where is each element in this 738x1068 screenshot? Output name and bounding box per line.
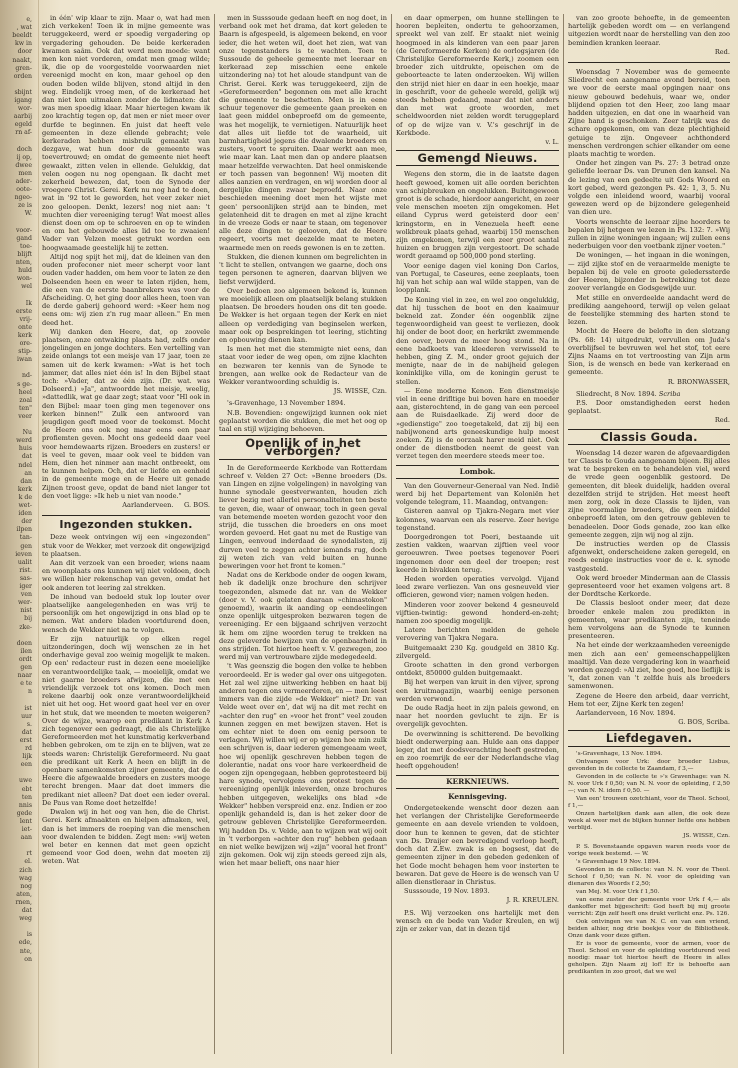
margin-fragment: beeldt [12,32,32,40]
margin-fragment: e, [26,16,32,23]
paragraph: men in Susssoude gedaan heeft en nog doet, in verband ook met het drama, dat kort geleden te Baarn is afgespeeld, is algemeen bekend, en voor ieder, die het weten wil, doet het zien, wat van onze tegenstanders is te wachten. Toen te Sussoude de geheele gemeente met leeraar en kerkeraad zep misschien eene enkele uitzondering na) tot het aloude standpunt van de Christ. Gerei. Kerk was teruggekeerd, zijn de »Gereformeerden" begonnen om met alle kracht die gemeente te beschetten. Men is in eene schuur tegenover die gemeente gaan preeken en laat geen middel onbeproefd om de gemeente, was het mogelijk, te vernietigen. Natuurlijk heet dat alles uit liefde tot de waarheid, uit barmhartigheid jegens die dwalende broeders en zusters, voort te spruiten. Daar werkt aan mee, wie maar kan. Laat men dan op andere plaatsen maar hetzelfde verwachten. Dat heel onmiskende er toch passen van begonnen! Wij moeten dit alles aanzien en verdragen, en wij worden door al dergelijke dingen zwaar beproefd. Naar onze beschieden meening doet men het wijste met geen' persoonlijken strijd aan te binden, met gelatenheid dit te dragen en met al zijne kracht in de vreeze Gods er naar te staan, om tegenover alle deze dingen te gelooven, dat de Heere regeert, voorts met deezelde maat te meten, waarmede men on reeds gewonen is en te zetten. [219,14,387,252]
margin-fragment: ilpen [16,526,32,534]
signature: G. BOS, Scriba. [678,718,730,727]
margin-fragment: egeld [14,121,32,129]
paragraph: — Eene moderne Kenon. Een dienstmeisje viel in eene drifltige bui boven hare en moeder aan, gisterochtend, in de gang van een perceel aan de Ruisdaelkade. Zij werd door de »gedienstige" zoo toegetakeld, dat zij bij een nabijwonend arts geneeskundige hulp moest zoeken. Zij is de oorzaak harer meid niet. Ook onder de dienstboden neemt de geest van verzet tegen den meerdere steeds meer toe. [396,386,559,461]
margin-fragment: erste [16,307,32,315]
paragraph: Altijd nog spijt het mij, dat de kleinen van den ouden profeconer niet meer scherpt voor lant ouden vader hadden, om hem voor te laten ze den Dolseenden heen en weer te laten rijden, hem, die een van de eerste baanbrekers was voor de Afscheiding. O, het ging door alles heen, toen van de derde gaberij gehoord werd: »Keer hem nog eens om: wij zien z'n rug maar alleen." En men deed het. [42,252,210,327]
paragraph: Heden worden operaties vervolgd. Vijand leed zware verliezen. Van ons gesneuveld vier officieren, gewond vier; namen volgen heden. [396,575,559,600]
article-body [568,449,730,718]
margin-fragment: iden [18,510,32,518]
margin-fragment: naar [17,672,32,680]
signature: v. L. [545,138,559,147]
margin-fragment: Ik [25,299,32,307]
paragraph: Woensdag 7 November was de gemeente Sliedrecht een aangename avond bereid, toen we voor de eerste maal opgingen naar ons nieuw gebouwd bedehuis, waar we, onder blijdend opzien tot den Heer, zoo lang maar hadden uitgezien, en dat one in waarheid van Zijne hand is geschonken. Zeer talrijk was de schare opgekomen, om van deze plechtigheid getuige te zijn. Ongeveer achthonderd menschen verdrongen schier elkander om eene plaats machtig te worden. [568,68,730,159]
margin-fragment: men [18,169,32,177]
article-body [568,844,730,976]
article-body [219,14,387,386]
paragraph: Er zijn natuurlijk op elken regel uitzonderingen, doch wij wenschen ze in het onderhavige geval zoo weinig mogelijk te maken. Op een' redacteur rust in dezen eene moeielijke en verantwoordelijke taak, — moeielijk, omdat we niet gaarne broeders afwijzen, die met een vriendelijk verzoek tot ons komen. Doch men rekene daarbij ook onze verantwoordelijkheid niet uit het oog. Het woord gaat heel ver en over in het stuk, dat we meenden te moeten weigeren? Over de wijze, waarop een predikant in Kerk A zich tegenover een gedraagt, die als Christelijke Gereformeerden met het kunstmatig kerkverband hebben gebroken, om te zijn en te blijven, wat ze steeds waren: Christelijk Gereformeerd. Nu gaat die predikant uit Kerk A heen en blijft in de openbare samenkomsten zijner gemeente, dat de Heere die afgewaalde broeders en zusters mooge terecht brengen. Maar dat doet immers die predikant niet alleen? Dat doet een ieder overal. De Paus van Rome doet hetzelfde! [42,634,210,807]
margin-fragment: dan [20,477,32,485]
paragraph: Is men het met die stemmigte niet eens, dan staat voor ieder de weg open, om zijne klachten en bezwaren ter kennis van de Synode te brengen, aan welke ook de Redacteur van de Wekker verantwoording schuldig is. [219,345,387,386]
signature: J. R. KREULEN. [506,896,559,905]
margin-fragment: nist [20,607,32,615]
margin-fragment: ader- [15,178,32,185]
note: N.B. Bovendien: ongewijzigd kunnen ook niet geplaatst worden die stukken, die met het oog op taal en stijl wijziging behoeven. [219,408,387,433]
section-heading: Liefdegaven. [568,730,730,746]
paragraph: De instructies werden op de Classis afgenwekt, onderscheidene zaken geregeld, en reeds eenige instructies voor de e. k. synode vastgesteld. [568,539,730,573]
margin-fragment: on [24,955,32,963]
left-margin-strip [0,0,39,1068]
margin-fragment: ieven [15,550,32,558]
margin-fragment: dat [21,453,32,461]
dateline [568,390,730,398]
margin-fragment: door [17,48,32,56]
margin-fragment: gede [16,809,32,817]
signature: JS. WISSE, Czn. [683,832,730,839]
article-body [568,68,730,377]
margin-fragment: ilen [20,647,32,655]
margin-fragment: rd [25,745,32,752]
margin-fragment: ven [20,591,32,599]
paragraph: in één' wip klaar te zijn. Maar o, wat had men zich verkeken! Toen ik in mijne gemeente was teruggekeerd, werd er spoedig vergadering op vergadering gehouden. De beide kerkeraden kwamen saâm. Ook dat werd men moede: want men kon niet vorderen, omdat men gmag wilde; ik, die op de voorgestelde voorwaarden niet vereenigd mocht en kon, maar gehoel op den ouden boden wilde blijven, stond altijd in den weg. Eindelijk vroeg men, of de kerkeraad het dan niet kon uitmaken zonder de lidmaten: dat was men spoedig klaar. Maar hiertegen kwam ik zoo krachtig tegen op, dat men er niet meer over durfde te beginnen. En juist dat heeft vele gemeenten in deze ellende gebracht; vele kerkeraden hebben misbruik gemaakt van dezgave, wat hun door de gemeente was toevertrouwd; en omdat de gemeente niet heeft gewaakt, zitten velen in ellende. Gelukkig, dat velen oogen nu nog opengaan. Ik dacht met zekerheid bewezen, dat, toen de Synode der vroegere Christ. Gerei. Kerk nu nog had te doen, wat in '92 tot le geworden, het veer zeker niet zoo geloopen. Denkt, lezers! nog niet aan: 't muchten dier vereeniging terug! Wat moest alles dienst doen om op te schroeven en op te winden en om het gebouwde alles lid toe te zwaaien! Vader van Velzen moest getrukt worden een hoogwaamade geestelijk hij te zetten. [42,14,210,252]
article-body [42,533,210,865]
margin-fragment: wet- [18,502,32,509]
article-body [396,482,559,771]
column-rule [563,14,564,1054]
margin-fragment: wor- [17,105,32,113]
sub-heading: Kennisgeving. [448,791,507,801]
paragraph: In de Gereformeerde Kerkbode van Rotterdam schreef v. Velden 27 Oct: »Benne broeders (Ds. van Lingen en zijne volgelingen) in navolging van hunne synodale geestverwanten, houden zich liever bezig met allerlei personaliteiten ten beste te geven, die, waar of onwaar, toch in geen geval van betemende moeten worden gezocht voor den strijd, die tusschen die broeders en ons moet worden gevoerd. Het gaat nu met de Rustige van Lingen, eenvoud inderdaad de synodalisten, zij durven veel te zeggen achter iemands rug, doch zij weten zich van veld buiten en hunne beweringen voor het front te komen." [219,463,387,570]
margin-fragment: bij [24,615,32,623]
margin-fragment: lent [19,817,32,825]
article-body [42,14,210,500]
margin-fragment: ist [24,704,32,712]
margin-fragment: W. [24,210,32,218]
dateline: 's-Gravenhage, 13 November 1894. [227,399,346,408]
section-heading: Classis Gouda. [568,429,730,445]
paragraph: Susssoude, 19 Nov. 1893. [404,887,490,896]
signature [42,501,210,509]
margin-fragment: tan- [19,534,32,542]
signature: JS. WISSE, Czn. [333,387,387,396]
margin-fragment: weg [19,915,32,923]
margin-fragment: ualit [17,558,32,566]
section-heading: Openlijk of in het verborgen? [219,435,387,459]
paragraph: Er is voor de gemeente, voor de armen, voor de Theol. School en voor de opleiding voortdurend veel noodig: maar tot hiertoe heeft de Heere in alles geholpen. Zijn Naam zij lof! Er is behoefte aan predikanten in zoo groot, dat we wel [568,940,730,975]
margin-fragment: kw in [15,40,32,48]
article-body [568,399,730,415]
paragraph: Stukken, die dienen kunnen om begrelichten in 't licht te stellen, ontvangen we gaarne, doch ons tegen personen te agneren, daarvan blijven we liefst verwijderd. [219,252,387,286]
margin-fragment: dwee [15,161,32,169]
article-body [396,170,559,460]
paragraph: 't Was geenszig die bogen den volke te hebben veroordeeld. Er is weder gal over ons uitgegoten. Het zal wel zijne uitwerking hebben en haat bij anderen tegen ons vermeerderen, en — men leest immers van die zijde »de Wekker" niet? Dr. van Velde weet over en', dat wij na dit met recht en »achter den rug" en »voor het front" veel zouden kunnen zeggen en met bewijzen staven. Het is om echter niet te doen om eenig persoon te verlagen. Wij willen wij er op wijzen hoe min zulk een schrijven is, daar iederen gemengeaam weet, hoe wij openlijk geschreven hebben tegen de dolerantie, nadat ons voor hare verkeerdheid de oogen zijn opengegaan, hebben geprotesteerd bij hare synode, vervolgens ons protest tegen de vereeniging openlijk inleverden, onze brochures hebben uitgegeven, wekelijks ons blad »de Wekker" hebben verspreid enz. enz. Indien er zoo openlijk gehandeld is, dan is het zeker door de getrouw gebleven Christelijke Gereformeerden. Wij hadden Ds. v. Velde, aan te wijzen wat wij ooit in 't verborgen »achter den rug" hebben gedaan en niet welke bewijzen wij »zijn" vooral het front" zijn gekomen. Ook wij zijn steeds gereed zijn als, wien het maar belieft, ons naar hier [219,662,387,868]
paragraph: P. S. Bovenstaande opgaven waren reeds voor de vorige week bestemd. — W. [568,843,730,857]
paragraph: Wegens den storm, die in de laatste dagen heeft gewoed, komen uit alle oorden berichten van schipbreuken en ongelukken. Buitengewoon groot is de schade, hierdoor aangericht, en zeer vele menschen moeten zijn omgekomen. Het eiland Cyprus werd geteisterd door een' kringstorm, en in Venezuela heeft eene wolkbreuk plaats gehad, waarbij 150 menschen zijn omgekomen, terwijl een zeer groot aantal huizen en bruggen zijn vergestoort. De schade wordt geraamd op 500,000 pond sterling. [396,170,559,261]
section-heading: Ingezonden stukken. [59,518,193,532]
paragraph: van eene zuster der gemeente voor Urk f 4,— als dankoffer met bijgeschrift: God heeft bij mij groote verricht: Zijn zelf heeft ons drukt verlicht enz. Ps. 126. [568,896,730,917]
paragraph: Na het einde der werkzaamheden vereenigde men zich aan een' gemeenschappelijken maaltijd. Van deze vergadering kon in waarheid worden gezegd: »Al ziet, hoe goed, hoe lieflijk is 't, dat zonen van 't zelfde huis als broeders samenwonen. [568,641,730,691]
margin-fragment: rnen, [15,898,32,906]
margin-fragment: ordt [18,655,32,663]
margin-fragment: sbijnt [14,88,32,96]
margin-fragment: wer- [17,599,32,607]
paragraph: Ondergeteekende wenscht door dezen aan het verlangen der Christelijke Gereformeerde gemeente en aan devele vrienden te voldoen, door hun te kennen te geven, dat de stichter van Ds. Draijer een bevredigend verloop heeft, doch dat Z.Ew. zwak is en bogsest, dat de gemeenten zijner in den gebeden gedenken of het Gode mocht behagen hem voor insterten te bewaren. Dat geve de Heere is de wensch van U allen dienstleraar in Christus. [396,804,559,886]
paragraph: Voorts wenschte de leeraar zijne hoorders te bepalen bij hetgeen we lezen in Ps. 132: 7. »Wij zullen in zijne woningen ingaan; wij zullen eens nederbuigen voor den voetbank zijner voeten." [568,217,730,251]
margin-fragment: nnis [18,801,32,809]
paragraph: Onzen hartelijken dank aan allen, die ook deze week al weer met de blijken hunner liefde ons hebben verblijd. [568,810,730,831]
article-body [219,464,387,868]
margin-fragment: lijk [22,753,32,761]
divider [42,515,210,516]
paragraph: Aan dit verzoek van een broeder, wiens naam en woonplaats ons kunnen wij niet voldoen, doch we willen hier rekenschap van geven, omdat het ook anderen tot leering zal strekken. [42,559,210,592]
divider [568,62,730,63]
margin-fragment: k de [18,493,32,501]
margin-fragment: rn af- [15,129,32,137]
paragraph: Zegene de Heere den arbeid, daar verricht, Hem tot eer, Zijne Kerk ten zegen! [568,691,730,708]
margin-fragment: iet- [21,826,32,833]
paragraph: Mocht de Heere de belofte in den slotzang (Ps. 68: 14) uitgedrukt, vervullen om Juda's overblijfsel te bevruwen wel het stof, tot eere Zijns Naams en tot vertroosting van Zijn arm Sion, is de wensch en bede van kerkeraad en gemeente. [568,327,730,377]
margin-fragment: aten, [16,890,32,898]
paragraph: van zoo groote behoefte, in de gemeenten hartelijk gebeden wordt om — en verlangend uitgezien wordt naar de herstelling van den zoo bemindien kranken leeraar. [568,14,730,47]
margin-fragment: huis [18,445,32,453]
margin-fragment: , wat [16,24,32,32]
column-4 [568,14,730,1060]
postscript: P.S. Wij verzoeken ons hartelijk met den wensch en de bede van Vader Kreulen, en wij zijn er zeker van, dat in dezen tijd [396,908,559,933]
paragraph: Deze week ontvingen wij een »ingezonden" stuk voor de Wekker, met verzoek dit ongewijzigd te plaatsen. [42,533,210,558]
margin-fragment: een [20,761,32,769]
role: Scriba [658,389,681,398]
paragraph: Gevonden in de collecte: van N. N. voor de Theol. School f 0,50; van N. N. voor de opleiding van dienaren des Woords f 2,50; [568,866,730,887]
margin-fragment: gand [16,234,32,242]
paragraph: Minderen voor zoover bekend 4 gesneuveld vijftien-twintig: gewond honderd-en-zeht; namen zoo spoedig mogelijk. [396,600,559,626]
paragraph: Ook werd broeder Minderman aan de Classis gepresenteerd voor het examen volgens art. 8 der Dordtsche Kerkorde. [568,573,730,599]
margin-fragment: iger [19,583,32,590]
signature: R. BRONWASSER, [667,377,730,386]
margin-fragment: s ge- [17,380,32,388]
margin-fragment: ze is [17,202,32,210]
paragraph: Dwalen wij in het oog van hen, die de Christ. Gerei. Kerk afmaakten en hielpen afmaken, wel, dan is het immers de roeping van die menschen voor dwalenden te bidden. Zegt men: »wij weten wel beter en kennen dat met geen opzicht gemeend voor God doen, wehn dat moeten zij weten. Wat [42,808,210,866]
margin-fragment: an [24,469,32,477]
paragraph: Woensdag 14 dezer waren de afgevaardigden ter Classis te Gouda aangenaam bijeen. Bij alles wat te bespreken en te behandelen viel, werd de vrede geen oogenblik gestoord. De gemeenten, dit bleek duidelijk, hadden overal dezelfden strijd te strijden. Het meest heeft men zorg, ook in deze Classis te lijden, van zijne voormalige broeders, die geen middel onbeproefd laten, om den getrouw gebleven te benadeelen. Door Gods genade, zoo kan elke gemeente zeggen, zijn wij nog al zijn. [568,448,730,539]
article-body [396,14,559,137]
margin-fragment: veer [18,412,32,420]
margin-fragment: stip- [18,348,32,356]
margin-fragment: n [28,688,32,696]
margin-fragment: ten [21,793,32,801]
margin-fragment: aarbij [13,113,32,121]
margin-fragment: gren- [15,64,32,72]
paragraph: P.S. Door omstandigheden eerst heden geplaatst. [568,398,730,416]
margin-fragment: dat [21,728,32,736]
margin-fragment: ndel [18,461,32,469]
margin-fragment: ten" [19,404,32,412]
column-rule [214,14,215,1054]
sub-heading: Lombok. [396,465,559,479]
column-2 [219,14,387,1060]
article-body [568,751,730,832]
paragraph: Wij danken den Heere, dat, op zoovele plaatsen, onze ontwaking plaats had, zelfs onder jongelingen en jonge dochters. Een vertelling van zeide onlangs tot een meisje van 17 jaar, toen ze samen uit de kerk kwamen: »Wat is het toch jammer, dat alles niet één is! In den Bijbel staat toch: »Vader, dat ze één zijn. (Dr. wat. was Dolseerd.) »Ja", antwoordde het meisje, weelig, »dattedlik, wat ge daar zegt; staat voor "Hl ook in den Bijbel: maar toen ging men tegenover ons kerken binnen!" Zulk een antwoord van jeugdigen geeft moed voor de toekomst. Mocht de Heere ons ook nog maar eens een paar profiemten geven. Mocht ons gedeeld daar veel voor hemdewaarts rijzen. Broeders en zusters! er is veel te geven, maar ook veel te bidden van Hem, dien het ninmer aan macht ontbreekt, om te kunnen helpen. Och, dat er liefde en eenheid in de gemeente moge en de Heere uit genade Zijnen troost geve, opdat de band niet langer tot den voet ligge: »Ik heb u niet van noode." [42,327,210,500]
paragraph: Nadat ons de Kerkbode onder de oogen kwam, heb ik dadelijk onze brochure den schrijver toegezonden, alsmede dat nr. van de Wekker (door v. V. ook gelaten daaraan »chimastokon" genoemd), waarin ik aanding op eendeelingen onze openlijk uitgesproken bezwaren tegen de vereeniging. Er een bijgaand schrijven verzocht ik hem om zijne woorden terug te trekken na deze geleverde bewijzen van de openbaarheid in ons strijden. Tot hiertoe heeft v. V. gezwegen, zoo werd mij van vertrouwbare zijde medegedeeld. [219,571,387,662]
margin-fragment: zich [19,866,32,874]
margin-fragment: der [21,518,32,526]
column-rule [391,14,392,1054]
margin-fragment: kerk [17,331,32,339]
margin-fragment: nd- [21,372,32,380]
sub-heading: KERKNIEUWS. [396,775,559,789]
margin-fragment: ebt [21,785,32,793]
paragraph: Van den Gouverneur-Generaal van Ned. Indië werd bij het Departement van Koloniën het volgende telegram, 11. Maandag, ontvangen: [396,481,559,507]
paragraph: De Koning viel in zee, en wel zoo ongelukkig, dat hij tusschen de boot en den kaaimuur bekneld zat. Zonder één oogenblik zijne tegenwoordigheid van geest te verliezen, dook hij onder de boot door, en herkrikt zwemmende den oever, boven de meer hoog stond. Na in eene badkoets van kleederen verwisseld te hebben, ging Z. M., onder groot gejuich der menigte, naar de in de nabijheid gelegen koninklijke villa, om de koningin gerust te stellen. [396,295,559,386]
margin-fragment: huld [18,267,32,275]
article-body [568,14,730,47]
margin-fragment: doen [16,639,32,647]
margin-fragment: Nu [22,429,32,437]
paragraph: Latere berichten melden de gehele verovering van Tjakra Negara. [396,626,559,643]
margin-fragment: wag [19,874,32,882]
margin-fragment: igang [14,97,32,104]
paragraph: De inhoud van bedoeld stuk lop louter over plaatselijke aangelegenheden en was vrij te persoonlijk om het ongewijzigd in ons blad op te nemen. Wat andere bladen voortdurend doen, wensch de Wekker niet na te volgen. [42,592,210,634]
margin-fragment: orden [13,72,32,80]
paragraph: en daar opmerpen, om hunne stellingen te hooren bepleiten, ondertu te gehoorzamen, spreekt wel van zelf. Er staakt niet weinig hoogmoed in als kinderen van een paar jaren (de Gereformeerde Kerken) de oorlogsjaren (de Christelijke Gereformeerde Kerk,) zoomen een broeder zich uitdrukte, opeischen om de geboorteacte te laten onderzoeken. Wij willen den strijd niet hier en daar in een hoekje, maar in geschrift, voor de geheele wereld, gelijk wij steeds hebben gedaand, maar dat niet anders dan met wat groote woorden, met scheldwoorden niet zelden wordt teruggeplard of op de wijze van v. V.'s geschrijf in de Kerkbode. [396,14,559,137]
margin-fragment: dat [21,907,32,914]
paragraph: 's Gravenhage 19 Nov. 1894. [576,858,661,865]
margin-fragment: sas- [19,574,32,582]
margin-fragment: oote- [16,186,32,194]
margin-fragment: heel [18,388,32,396]
margin-fragment: s. [26,720,32,728]
margin-fragment: rist. [19,566,32,574]
margin-fragment: ede, [18,939,32,947]
paragraph: Gisteren aanval op Tjakra-Negara met vier kolonnes, waarvan een als reserve. Zeer hevige tegenstand. [396,507,559,532]
margin-fragment: e te [20,680,32,688]
margin-fragment: ij op, [16,153,32,161]
signature: Red. [714,47,730,56]
margin-fragment: erst [19,736,32,744]
margin-fragment: kerk [17,485,32,493]
signature: Red. [714,416,730,425]
paragraph: De oude Radja heet in zijn paleis gewond, en naar het noorden gevlucht te zijn. Er is overgelijk gevochten. [396,704,559,729]
paragraph: Met stille en onverdeelde aandacht werd de prediking aangehoord, terwijl op velen gelaat de feestelijke stemming des harten stond te lezen. [568,293,730,327]
margin-fragment: uur [21,712,32,720]
margin-fragment: ore- [19,340,32,347]
margin-fragment: naakt, [12,56,32,64]
paragraph: Doorgedrongen tot Poeri, bestaande uit zestien vakken, waarvan zijftien veel voor geroeuwren. Twee poetses tegenover Poeri ingenomen door een deel der troepen; rest keerde in bivakken terug. [396,532,559,574]
margin-fragment: gen [20,664,32,671]
margin-fragment: blijft [17,250,32,258]
margin-fragment: nog [20,882,32,890]
margin-fragment: iwan [17,356,32,364]
margin-fragment: vrij- [19,315,32,323]
section-heading: Gemengd Nieuws. [396,150,559,166]
margin-fragment: aan [20,834,32,842]
paragraph: Van een' trouwen ozetchiant, voor de Theol. School, f 1,— [568,795,730,809]
column-3 [396,14,559,1060]
paragraph: van Mej. M. voor Urk f 1,50. [576,888,660,895]
paragraph: Over bedoen zoo algemeen bekend is, kunnen we moeielijk alleen om plaatselijk belang stukken plaatsen. De broeders houden ons dit ten goede. De Wekker is het orgaan tegen der Kerk en niet alleen op verdediging van beginselen werken, maar ook op besprekingen tot leering, stichting en opbouwing dienen kan. [219,286,387,344]
margin-fragment: zke- [19,623,32,631]
margin-fragment: nte, [19,947,32,955]
margin-fragment: wel [21,283,32,291]
paragraph: De overwinning is schitterend. De bevolking biedt onderwerping aan. Hulde aan ons dapper leger, dat met doodsverachting heeft gestreden, en zoo roemrijk de eer der Nederlandsche vlag heeft opgehouden! [396,729,559,771]
margin-fragment: rt [26,850,32,858]
paragraph: Ook ontvingen we van N. C. en van een vriend, beiden alhier, nog drie boekjes voor de Bibliotheek. Onze dank voor deze giften. [568,918,730,939]
margin-fragment: nten, [15,259,32,266]
margin-fragment: doch [16,145,32,153]
margin-fragment: voor- [16,226,32,234]
margin-fragment: ngeo- [14,194,32,202]
paragraph: De woningen, — het ingaan in die woningen, — zijd zijke stof en de veraarmelde menigte te bepalen bij de vele en groote gelederssterde der Heeren, bijzonder in betrekking tot deze zoover verlangde en Godsgewijde uur. [568,251,730,293]
margin-fragment: gen [20,542,32,550]
margin-fragment: toe- [20,242,32,250]
paragraph: Onder het zingen van Ps. 27: 3 betrad onze geliefde leeraar Ds. van Drunen den kansel. Na de lezing van een gedeelte uit Gods Woord en kort gebed, werd gezongen Ps. 42: 1, 3, 5. Nu volgde een inleidend woord, waarbij vooral gewezen werd op de bijzondere gelegenheid van dien ure. [568,159,730,217]
date: Sliedrecht, 8 Nov. 1894. [576,389,657,398]
paragraph: Groote schatten in den grond verborgen ontdekt, 850000 gulden buitgemaakt. [396,661,559,678]
paragraph: Voor eenige dagen viel koning Don Carlos, van Portugal, te Caseures, eene zeeplaats, toen hij van het schip aan wal wilde stappen, van de loopplank. [396,261,559,295]
margin-fragment: el. [24,858,32,866]
margin-fragment: won- [16,275,32,283]
signature-name: G. BOS. [184,500,210,509]
margin-fragment: is [26,931,32,939]
article-body [396,804,559,895]
paragraph: Buitgemaakt 230 Kg. goudgeld en 3810 Kg. zilvergeld. [396,643,559,660]
margin-fragment: uwe [19,777,32,785]
paragraph: Ontvangen voor Urk: door broeder Lisbus, gevonden in de collecte te Zaandam, f 3,— [568,758,730,772]
paragraph: Bij het werpen van kruit in den vijver, sprong een kruitmagazijn, waarbij eenige personen werden verwond. [396,678,559,703]
margin-fragment: werd [16,437,32,445]
paragraph: Gevonden in de collecte te »'s Gravenhage: van N. N. voor Urk f 0,50; van N. N. voor de opleiding, f 2,50 —; van N. N. idem f 0,50. — [568,773,730,794]
place: Aarlanderveen. [122,500,174,509]
paragraph: Aarlanderveen, 16 Nov. 1894. [576,709,676,718]
column-1 [42,14,210,1060]
margin-fragment: zoal [19,396,32,404]
paragraph: 's-Gravenhage, 13 Nov. 1894. [576,750,663,757]
paragraph: De Classis besloot onder meer, dat deze broeder enkele malen zou predikten in gemeenten, waar predikanten zijn, teneinde hem vervolgens aan de Synode te kunnen presenteeren. [568,599,730,641]
margin-fragment: onte [18,323,32,331]
